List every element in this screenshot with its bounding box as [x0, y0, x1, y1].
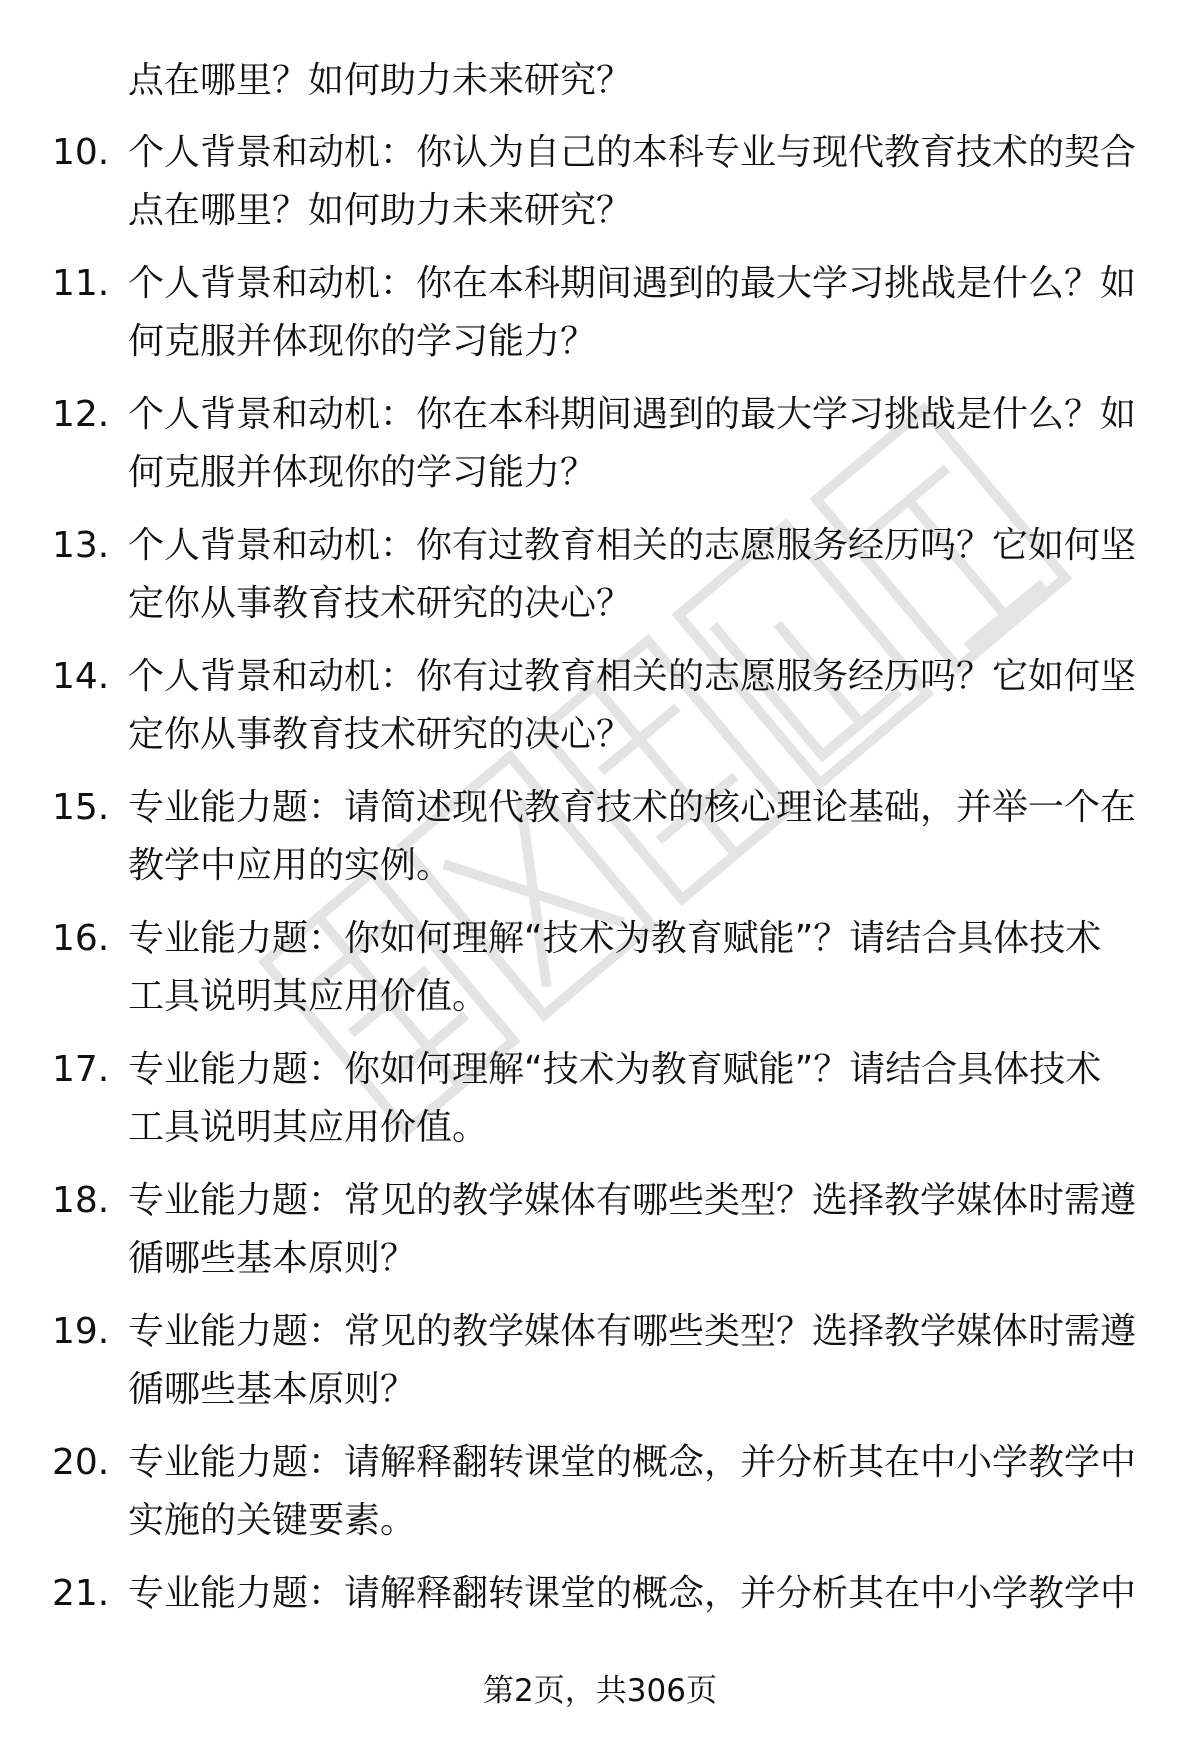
list-item-number: 14. [52, 656, 110, 697]
list-item-text: 专业能力题：请解释翻转课堂的概念，并分析其在中小学教学中 [128, 1573, 1137, 1614]
list-item-number: 11. [52, 263, 110, 304]
list-item-text: 专业能力题：请解释翻转课堂的概念，并分析其在中小学教学中 [128, 1442, 1137, 1483]
list-item-number: 20. [52, 1442, 110, 1483]
page-footer-pagination: 第2页，共306页 [483, 1673, 717, 1709]
list-item-text: 专业能力题：你如何理解“技术为教育赋能”？请结合具体技术 [128, 1049, 1102, 1090]
list-item-text: 个人背景和动机：你有过教育相关的志愿服务经历吗？它如何坚 [128, 656, 1137, 697]
list-item-text: 定你从事教育技术研究的决心？ [128, 583, 633, 624]
list-item-text: 何克服并体现你的学习能力？ [128, 452, 597, 493]
list-item-text: 个人背景和动机：你在本科期间遇到的最大学习挑战是什么？如 [128, 394, 1137, 435]
list-item-text: 教学中应用的实例。 [128, 845, 453, 886]
list-item-number: 13. [52, 525, 110, 566]
list-item-number: 15. [52, 787, 110, 828]
list-item-text: 专业能力题：常见的教学媒体有哪些类型？选择教学媒体时需遵 [128, 1180, 1137, 1221]
list-item-text: 点在哪里？如何助力未来研究？ [128, 190, 633, 231]
list-item-text: 循哪些基本原则？ [128, 1238, 417, 1279]
list-item-number: 19. [52, 1311, 110, 1352]
list-item-text: 个人背景和动机：你有过教育相关的志愿服务经历吗？它如何坚 [128, 525, 1137, 566]
list-item-text: 个人背景和动机：你认为自己的本科专业与现代教育技术的契合 [128, 132, 1137, 173]
list-item-number: 18. [52, 1180, 110, 1221]
list-item-text: 专业能力题：你如何理解“技术为教育赋能”？请结合具体技术 [128, 918, 1102, 959]
list-item-text: 专业能力题：请简述现代教育技术的核心理论基础，并举一个在 [128, 787, 1137, 828]
list-item-number: 17. [52, 1049, 110, 1090]
list-item-number: 10. [52, 132, 110, 173]
list-item-number: 21. [52, 1573, 110, 1614]
list-item-text: 循哪些基本原则？ [128, 1369, 417, 1410]
list-item-text: 点在哪里？如何助力未来研究？ [128, 60, 633, 101]
list-item-text: 个人背景和动机：你在本科期间遇到的最大学习挑战是什么？如 [128, 263, 1137, 304]
list-item-text: 专业能力题：常见的教学媒体有哪些类型？选择教学媒体时需遵 [128, 1311, 1137, 1352]
list-item-text: 定你从事教育技术研究的决心？ [128, 714, 633, 755]
list-item-number: 16. [52, 918, 110, 959]
list-item-text: 工具说明其应用价值。 [128, 1107, 489, 1148]
list-item-number: 12. [52, 394, 110, 435]
list-item-text: 工具说明其应用价值。 [128, 976, 489, 1017]
list-item-text: 何克服并体现你的学习能力？ [128, 321, 597, 362]
list-item-text: 实施的关键要素。 [128, 1500, 417, 1541]
